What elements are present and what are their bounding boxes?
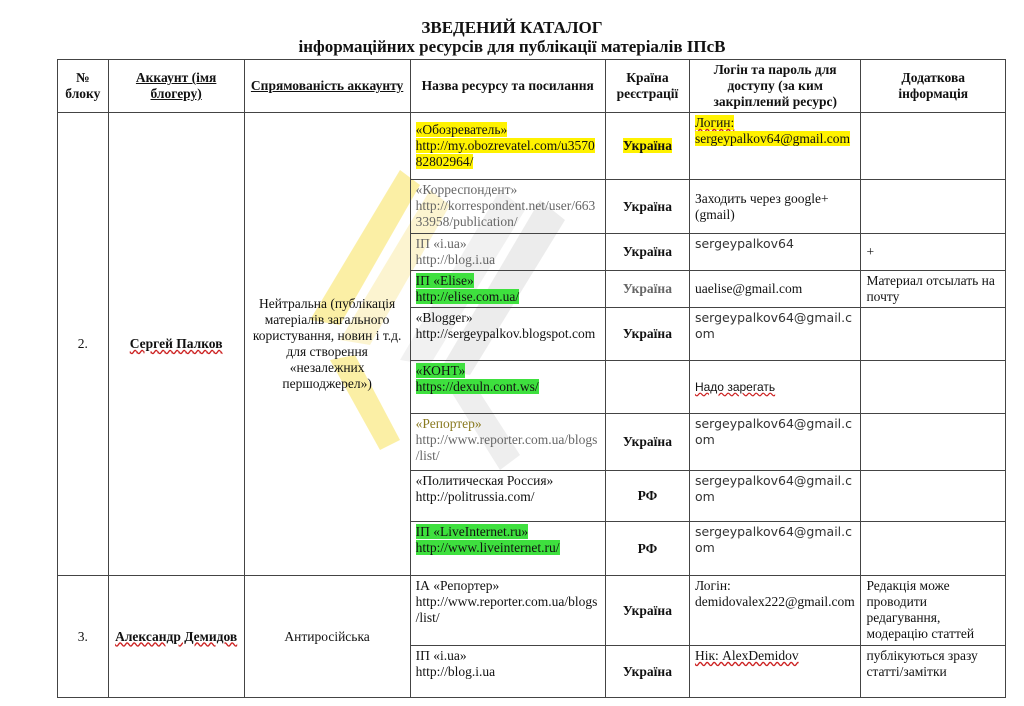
resource-cell (410, 522, 605, 576)
account-name-text: Сергей Палков (129, 336, 223, 351)
block-number: 2. (58, 113, 109, 576)
country-cell: Україна (605, 180, 689, 234)
table-row (58, 576, 1006, 646)
resource-cell (410, 308, 605, 361)
block-number: 3. (58, 576, 109, 698)
login-label: Логін: (694, 578, 731, 593)
extra-cell (861, 414, 1006, 471)
header-block-no: № блоку (58, 60, 109, 113)
extra-cell (861, 471, 1006, 522)
extra-cell (861, 308, 1006, 361)
login-value: sergeypalkov64@gmail.com (694, 131, 850, 146)
resource-name: ІА «Репортер» (415, 578, 500, 593)
login-cell: sergeypalkov64 (689, 234, 860, 271)
table-row (58, 113, 1006, 180)
resource-link[interactable]: http://politrussia.com/ (415, 489, 535, 504)
resource-name: «Корреспондент» (415, 182, 518, 197)
country-cell (605, 113, 689, 180)
extra-cell: + (861, 234, 1006, 271)
account-name (108, 576, 244, 698)
account-direction: Нейтральна (публікація матеріалів загального користування, новин і т.д. для створення «незалежних першоджерел») (244, 113, 410, 576)
header-direction-label: Спрямованість аккаунту (250, 78, 404, 93)
resource-cell (410, 234, 605, 271)
extra-cell: публікуються зразу статті/замітки (861, 646, 1006, 698)
login-cell (689, 113, 860, 180)
resource-cell (410, 414, 605, 471)
header-direction (244, 60, 410, 113)
resource-cell (410, 361, 605, 414)
resource-name: ІП «Elise» (415, 273, 474, 288)
catalog-table (57, 59, 1006, 698)
resource-link[interactable]: http://my.obozrevatel.com/u357082802964/ (415, 138, 595, 169)
resource-name: «Политическая Россия» (415, 473, 554, 488)
login-value: Нік: AlexDemidov (694, 648, 799, 663)
header-resource: Назва ресурсу та посилання (410, 60, 605, 113)
header-row (58, 60, 1006, 113)
extra-cell: Материал отсылать на почту (861, 271, 1006, 308)
resource-cell (410, 271, 605, 308)
account-name (108, 113, 244, 576)
login-cell (689, 361, 860, 414)
login-cell: sergeypalkov64@gmail.com (689, 414, 860, 471)
login-label: Логин: (694, 115, 735, 130)
resource-name: «Обозреватель» (415, 122, 508, 137)
header-login: Логін та пароль для доступу (за ким закріплений ресурс) (689, 60, 860, 113)
resource-link[interactable]: http://www.reporter.com.ua/blogs/list/ (415, 432, 598, 463)
resource-cell (410, 471, 605, 522)
resource-name: ІП «i.ua» (415, 236, 467, 251)
country-cell: РФ (605, 471, 689, 522)
login-cell (689, 576, 860, 646)
resource-cell (410, 180, 605, 234)
resource-link[interactable]: https://dexuln.cont.ws/ (415, 379, 539, 394)
country-cell: Україна (605, 414, 689, 471)
resource-name: «КОНТ» (415, 363, 466, 378)
country-cell: Україна (605, 271, 689, 308)
login-value: demidovalex222@gmail.com (694, 594, 855, 609)
login-cell: sergeypalkov64@gmail.com (689, 308, 860, 361)
login-value: Надо зарегать (694, 380, 776, 394)
country-cell: Україна (605, 576, 689, 646)
country-cell: Україна (605, 234, 689, 271)
resource-link[interactable]: http://www.reporter.com.ua/blogs/list/ (415, 594, 598, 625)
resource-name: «Blogger» (415, 310, 473, 325)
login-cell (689, 646, 860, 698)
country-cell (605, 361, 689, 414)
country-cell: РФ (605, 522, 689, 576)
resource-cell (410, 113, 605, 180)
resource-link[interactable]: http://blog.i.ua (415, 252, 496, 267)
header-extra: Додаткова інформація (861, 60, 1006, 113)
resource-name: «Репортер» (415, 416, 482, 431)
login-cell: sergeypalkov64@gmail.com (689, 522, 860, 576)
account-name-text: Александр Демидов (115, 628, 238, 644)
header-account-label: Аккаунт (імя блогеру) (135, 70, 217, 101)
extra-cell (861, 361, 1006, 414)
resource-cell (410, 646, 605, 698)
resource-link[interactable]: http://korrespondent.net/user/66333958/publication/ (415, 198, 596, 229)
resource-link[interactable]: http://www.liveinternet.ru/ (415, 540, 560, 555)
extra-cell (861, 113, 1006, 180)
title-line-2: інформаційних ресурсів для публікації матеріалів ІПсВ (298, 37, 726, 56)
resource-link[interactable]: http://sergeypalkov.blogspot.com (415, 326, 596, 341)
header-country: Країна реєстрації (605, 60, 689, 113)
extra-cell (861, 180, 1006, 234)
extra-cell (861, 522, 1006, 576)
country-cell: Україна (605, 646, 689, 698)
login-cell: sergeypalkov64@gmail.com (689, 471, 860, 522)
resource-name: ІП «LiveInternet.ru» (415, 524, 529, 539)
login-cell: uaelise@gmail.com (689, 271, 860, 308)
document-title (0, 18, 1024, 56)
extra-cell: Редакція може проводити редагування, модерацію статтей (861, 576, 1006, 646)
login-cell: Заходить через google+ (gmail) (689, 180, 860, 234)
resource-link[interactable]: http://elise.com.ua/ (415, 289, 520, 304)
resource-link[interactable]: http://blog.i.ua (415, 664, 496, 679)
resource-name: ІП «i.ua» (415, 648, 467, 663)
country-cell: Україна (605, 308, 689, 361)
title-line-1: ЗВЕДЕНИЙ КАТАЛОГ (421, 18, 603, 37)
header-account (108, 60, 244, 113)
resource-cell (410, 576, 605, 646)
country-text: Україна (622, 138, 672, 153)
account-direction: Антиросійська (244, 576, 410, 698)
